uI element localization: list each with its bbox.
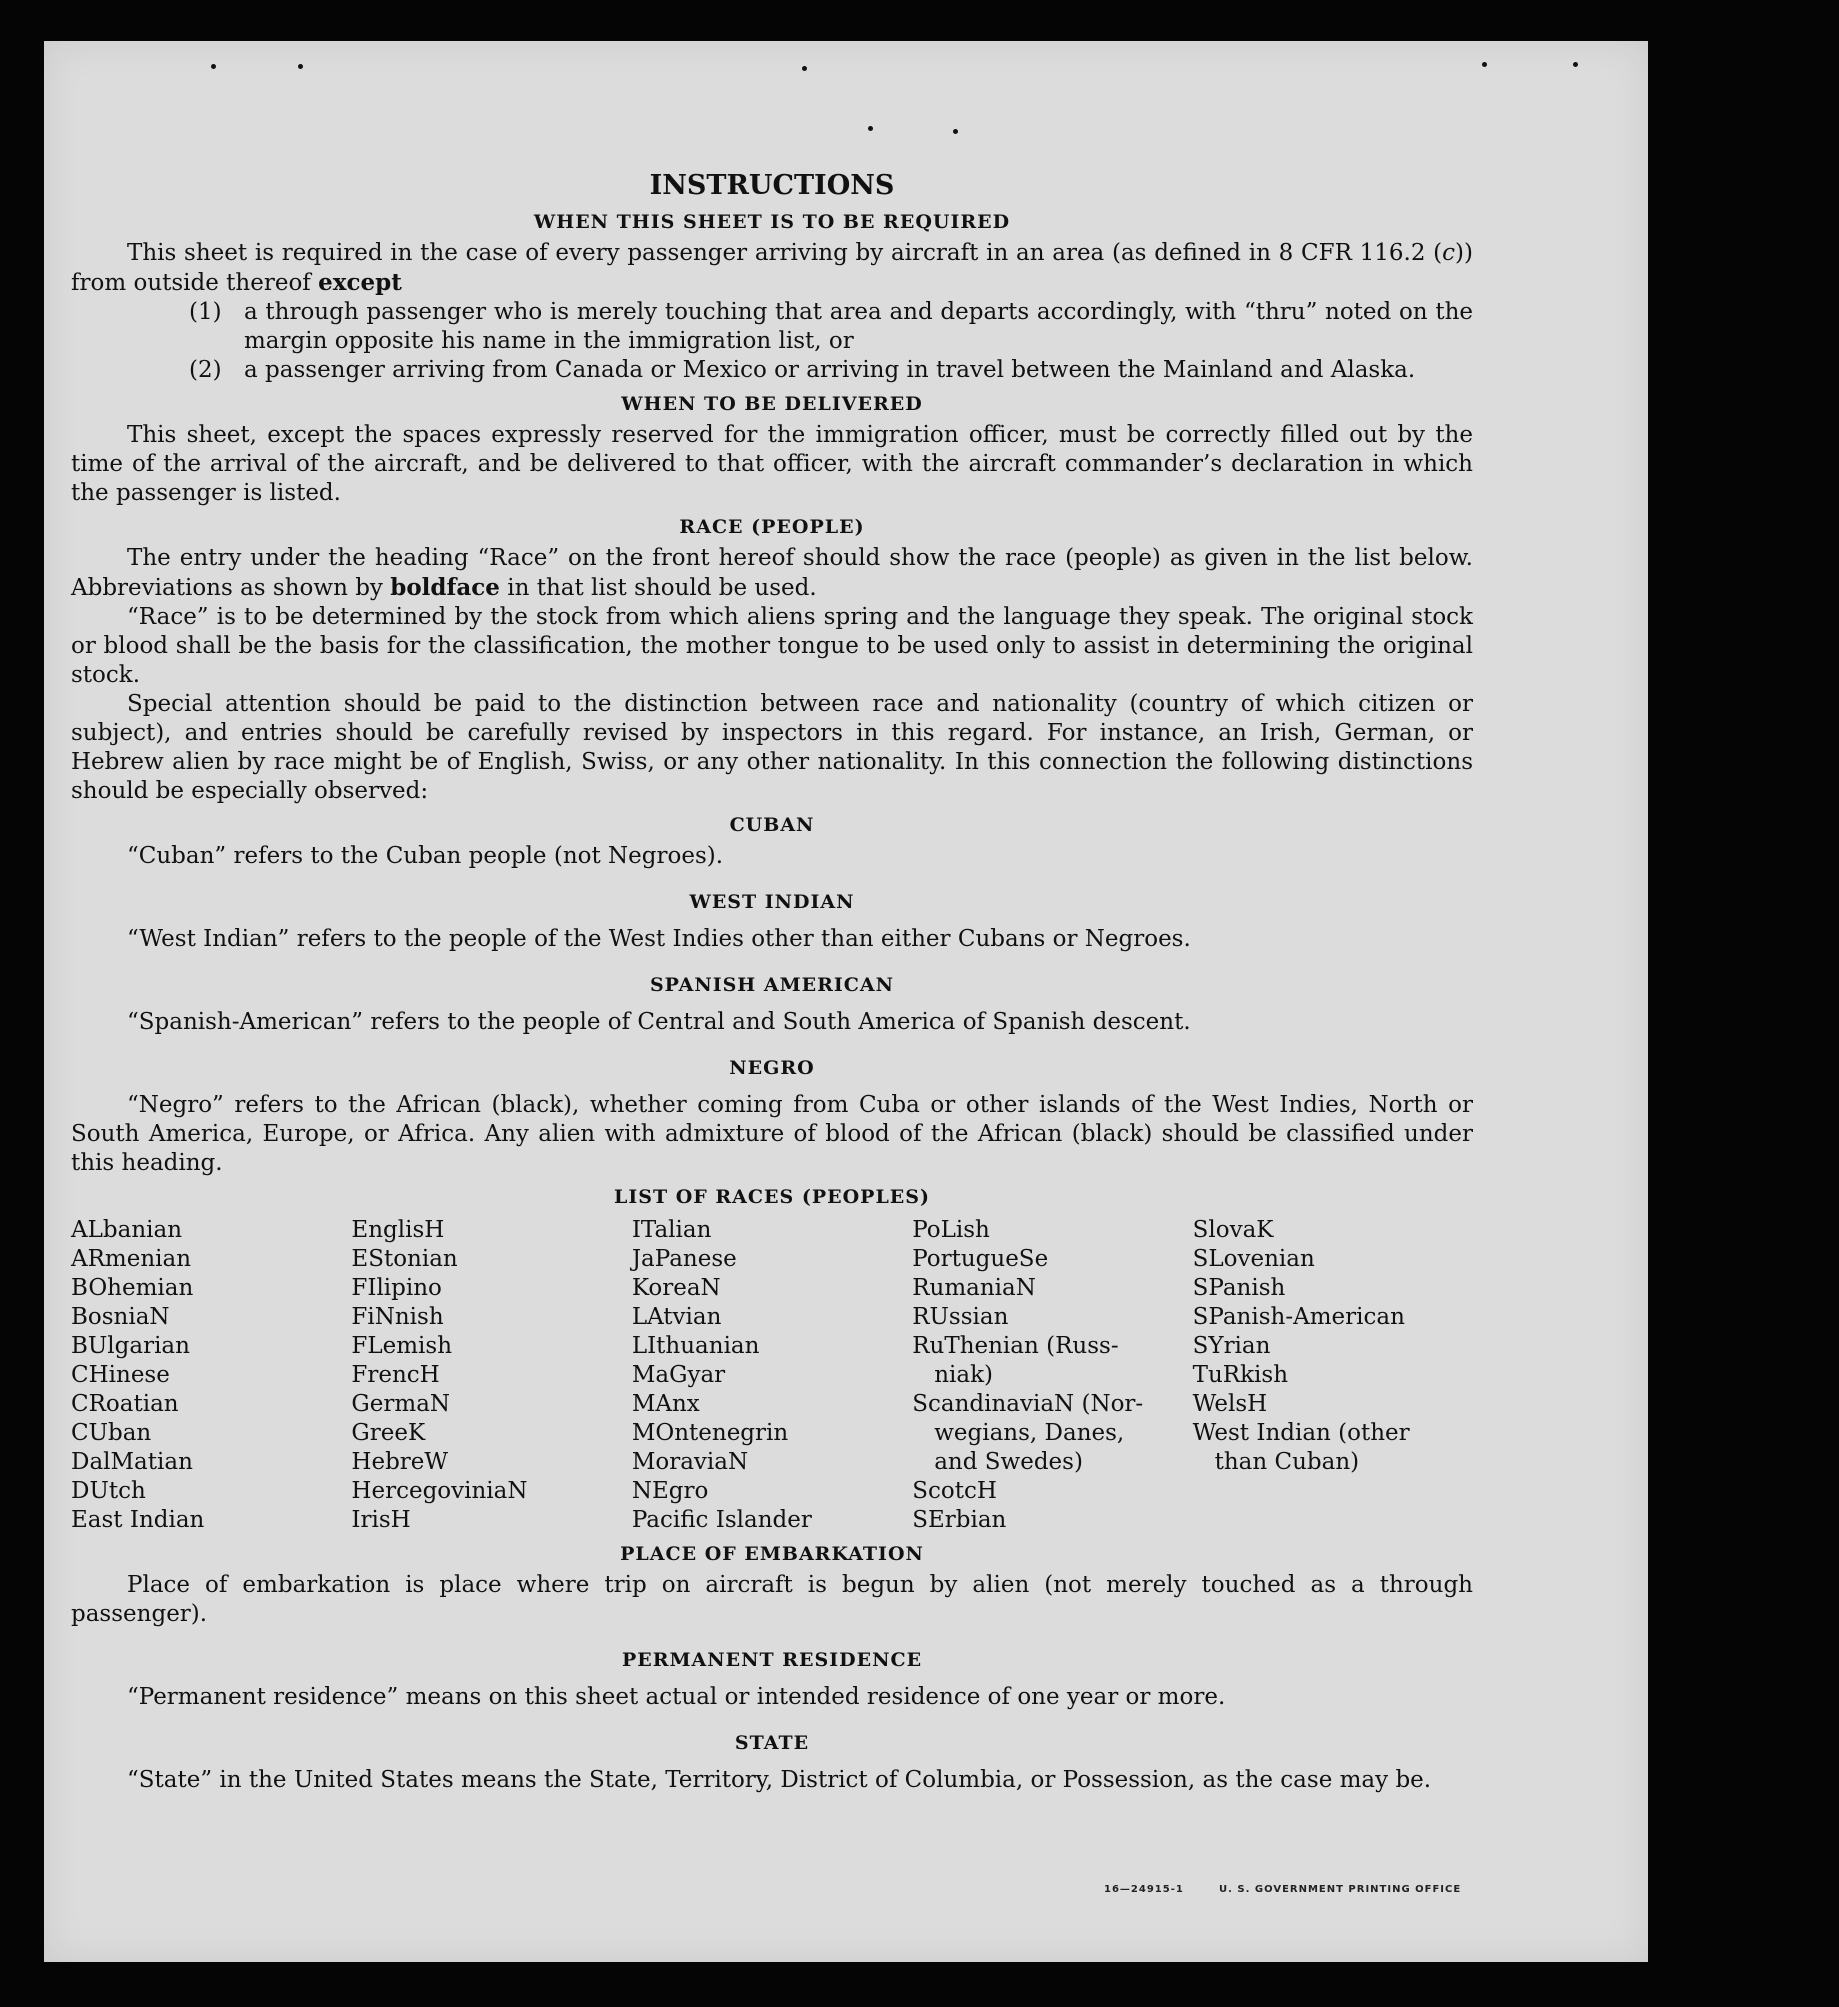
race-entry: HebreW [351, 1449, 449, 1475]
race-entry: ITalian [631, 1217, 712, 1243]
document-sheet [44, 41, 1648, 1962]
heading-when-required: WHEN THIS SHEET IS TO BE REQUIRED [533, 211, 1011, 233]
heading-race: RACE (PEOPLE) [679, 516, 865, 538]
scan-speck [1482, 62, 1487, 67]
residence-text: “Permanent residence” means on this sheet actual or intended residence of one year or more. [127, 1684, 1226, 1710]
embarkation-text: Place of embarkation is place where trip on aircraft is begun by alien (not merely touched as a through passenger). [71, 1572, 1473, 1627]
cuban-text: “Cuban” refers to the Cuban people (not Negroes). [127, 843, 724, 869]
heading-when-delivered: WHEN TO BE DELIVERED [621, 393, 923, 415]
race-entry: FrencH [351, 1362, 440, 1388]
heading-spanish-american: SPANISH AMERICAN [649, 974, 895, 996]
required-item-2 [189, 356, 1473, 385]
race-entry: East Indian [71, 1507, 205, 1533]
required-intro: This sheet is required in the case of every passenger arriving by aircraft in an area (as defined in 8 CFR 116.2 (c)) from outside thereof except [71, 240, 1473, 296]
race-entry: CHinese [71, 1362, 170, 1388]
race-paragraph-1: The entry under the heading “Race” on the front hereof should show the race (people) as given in the list below. Abbreviations as shown by boldface in that list should be used. [71, 545, 1473, 601]
scan-speck [802, 66, 807, 71]
page-title: INSTRUCTIONS [649, 170, 895, 201]
heading-list-of-races: LIST OF RACES (PEOPLES) [614, 1186, 930, 1208]
race-entry: DUtch [71, 1478, 146, 1504]
race-entry: GreeK [351, 1420, 426, 1446]
races-column-4 [912, 1216, 1192, 1535]
race-entry-continued: niak) [934, 1362, 994, 1388]
race-entry: ScotcH [912, 1478, 997, 1504]
item-number: (1) [189, 299, 222, 325]
race-entry: RumaniaN [912, 1275, 1036, 1301]
race-entry: ARmenian [71, 1246, 192, 1272]
race-entry: WelsH [1192, 1391, 1268, 1417]
item-number: (2) [189, 357, 222, 383]
race-entry: EnglisH [351, 1217, 445, 1243]
race-entry: HercegoviniaN [351, 1478, 528, 1504]
race-entry: BosniaN [71, 1304, 170, 1330]
race-entry: SPanish [1192, 1275, 1286, 1301]
race-entry: LAtvian [631, 1304, 722, 1330]
heading-cuban: CUBAN [729, 814, 815, 836]
races-column-1 [71, 1216, 351, 1535]
race-entry: NEgro [631, 1478, 709, 1504]
race-entry: SErbian [912, 1507, 1007, 1533]
race-entry: DalMatian [71, 1449, 193, 1475]
race-entry: IrisH [351, 1507, 411, 1533]
race-entry: PortugueSe [912, 1246, 1049, 1272]
heading-negro: NEGRO [729, 1057, 815, 1079]
item-text: a through passenger who is merely touching that area and departs accordingly, with “thru” noted on the margin opposite his name in the immigration list, or [244, 299, 1473, 354]
race-paragraph-3: Special attention should be paid to the distinction between race and nationality (country of which citizen or subject), and entries should be carefully revised by inspectors in this regard. For instance, an Irish, German, or Hebrew alien by race might be of English, Swiss, or any other nationality. In this connection the following distinctions should be especially observed: [71, 691, 1473, 804]
item-text: a passenger arriving from Canada or Mexico or arriving in travel between the Mainland and Alaska. [244, 357, 1416, 383]
race-entry: ScandinaviaN (Nor- [912, 1391, 1144, 1417]
race-entry: BUlgarian [71, 1333, 190, 1359]
race-entry: FIlipino [351, 1275, 442, 1301]
heading-state: STATE [734, 1732, 810, 1754]
races-column-5 [1193, 1216, 1473, 1535]
race-entry: EStonian [351, 1246, 458, 1272]
race-entry: KoreaN [631, 1275, 721, 1301]
race-entry: JaPanese [631, 1246, 737, 1272]
race-entry: GermaN [351, 1391, 451, 1417]
race-entry: RuThenian (Russ- [912, 1333, 1119, 1359]
form-code: 16—24915-1 [1104, 1884, 1184, 1895]
race-entry: SYrian [1192, 1333, 1271, 1359]
race-entry: MoraviaN [631, 1449, 749, 1475]
race-entry: MAnx [631, 1391, 700, 1417]
race-entry: SLovenian [1192, 1246, 1315, 1272]
race-entry-continued: than Cuban) [1214, 1449, 1360, 1475]
race-entry: TuRkish [1192, 1362, 1289, 1388]
race-entry-continued: and Swedes) [934, 1449, 1083, 1475]
race-entry: BOhemian [71, 1275, 194, 1301]
race-paragraph-2: “Race” is to be determined by the stock from which aliens spring and the language they speak. The original stock or blood shall be the basis for the classification, the mother tongue to be used only to assist in determining the original stock. [71, 604, 1473, 688]
race-entry: MaGyar [631, 1362, 726, 1388]
negro-text: “Negro” refers to the African (black), whether coming from Cuba or other islands of the West Indies, North or South America, Europe, or Africa. Any alien with admixture of blood of the African (black) should be classified under this heading. [71, 1092, 1473, 1176]
race-entry: FLemish [351, 1333, 453, 1359]
state-text: “State” in the United States means the State, Territory, District of Columbia, or Possession, as the case may be. [127, 1767, 1432, 1793]
race-entry: SPanish-American [1192, 1304, 1405, 1330]
race-entry: West Indian (other [1192, 1420, 1410, 1446]
required-item-1 [189, 298, 1473, 356]
race-entry: CUban [71, 1420, 152, 1446]
delivered-text: This sheet, except the spaces expressly reserved for the immigration officer, must be correctly filled out by the time of the arrival of the aircraft, and be delivered to that officer, with the aircraft commander’s declaration in which the passenger is listed. [71, 422, 1473, 506]
race-entry: FiNnish [351, 1304, 444, 1330]
document-content [71, 169, 1473, 1795]
race-entry: LIthuanian [631, 1333, 760, 1359]
race-entry: MOntenegrin [631, 1420, 789, 1446]
printer-imprint: U. S. GOVERNMENT PRINTING OFFICE [1219, 1884, 1462, 1895]
race-entry: PoLish [912, 1217, 990, 1243]
scan-speck [298, 64, 303, 69]
spanish-american-text: “Spanish-American” refers to the people of Central and South America of Spanish descent. [127, 1009, 1191, 1035]
west-indian-text: “West Indian” refers to the people of the West Indies other than either Cubans or Negroes. [127, 926, 1191, 952]
scan-speck [953, 129, 958, 134]
races-column-3 [632, 1216, 912, 1535]
scan-speck [211, 64, 216, 69]
race-entry: SlovaK [1192, 1217, 1274, 1243]
heading-west-indian: WEST INDIAN [689, 891, 855, 913]
race-entry: RUssian [912, 1304, 1009, 1330]
races-list [71, 1216, 1473, 1535]
scan-speck [1573, 62, 1578, 67]
heading-place-of-embarkation: PLACE OF EMBARKATION [620, 1543, 924, 1565]
race-entry: Pacific Islander [631, 1507, 812, 1533]
scan-speck [868, 126, 873, 131]
races-column-2 [351, 1216, 631, 1535]
race-entry: ALbanian [71, 1217, 183, 1243]
heading-permanent-residence: PERMANENT RESIDENCE [621, 1649, 923, 1671]
race-entry-continued: wegians, Danes, [934, 1420, 1125, 1446]
race-entry: CRoatian [71, 1391, 179, 1417]
